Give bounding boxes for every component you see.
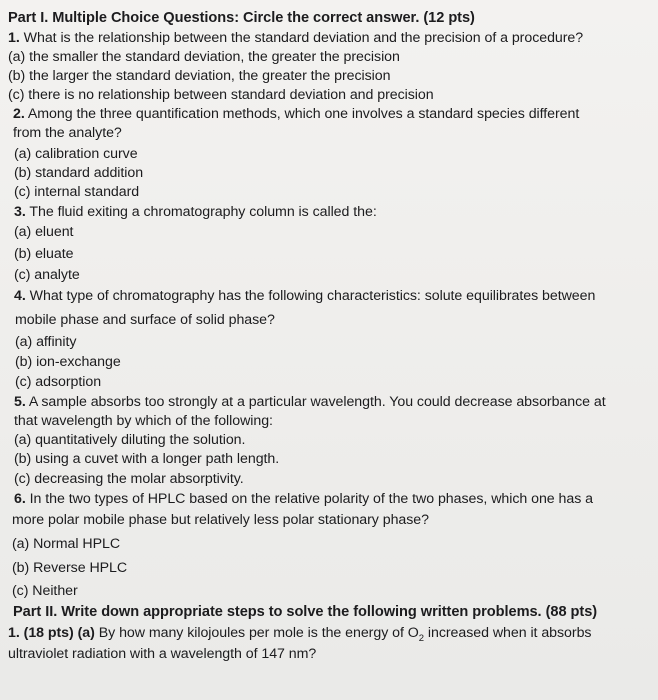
question-3-option-a[interactable]: (a) eluent bbox=[14, 224, 74, 240]
part2-question-1-points: (18 pts) bbox=[23, 625, 74, 641]
part2-question-1-text-before: By how many kilojoules per mole is the energy of O bbox=[98, 625, 419, 641]
question-2-text-line1: Among the three quantification methods, which one involves a standard species different bbox=[27, 106, 580, 122]
question-4-text-line2: mobile phase and surface of solid phase? bbox=[15, 312, 275, 328]
part2-question-1-text-after: increased when it absorbs bbox=[423, 625, 592, 641]
part2-question-1-line2: ultraviolet radiation with a wavelength of 147 nm? bbox=[8, 646, 317, 662]
question-1 bbox=[8, 29, 583, 47]
part1-title: Part I. Multiple Choice Questions: Circle the correct answer. (12 pts) bbox=[8, 10, 475, 26]
question-1-number: 1. bbox=[8, 30, 20, 46]
part2-question-1-subscript: 2 bbox=[418, 632, 424, 644]
question-4-option-a[interactable]: (a) affinity bbox=[15, 334, 77, 350]
part2-question-1-number: 1. bbox=[8, 625, 20, 641]
question-1-option-b[interactable]: (b) the larger the standard deviation, the greater the precision bbox=[8, 68, 391, 84]
question-6 bbox=[14, 490, 593, 508]
question-6-option-a[interactable]: (a) Normal HPLC bbox=[12, 536, 121, 552]
question-2-option-b[interactable]: (b) standard addition bbox=[14, 165, 144, 181]
question-3-option-c[interactable]: (c) analyte bbox=[14, 267, 80, 283]
question-3 bbox=[14, 203, 377, 221]
question-6-text-line1: In the two types of HPLC based on the relative polarity of the two phases, which one has a bbox=[29, 491, 593, 507]
question-4-option-b[interactable]: (b) ion-exchange bbox=[15, 354, 121, 370]
question-5-text-line2: that wavelength by which of the following: bbox=[14, 413, 273, 429]
question-3-number: 3. bbox=[14, 204, 26, 220]
question-6-text-line2: more polar mobile phase but relatively less polar stationary phase? bbox=[12, 512, 429, 528]
part2-question-1 bbox=[8, 624, 591, 642]
question-1-option-c[interactable]: (c) there is no relationship between standard deviation and precision bbox=[8, 87, 434, 103]
question-4 bbox=[14, 287, 595, 305]
question-6-option-c[interactable]: (c) Neither bbox=[12, 583, 78, 599]
question-5-number: 5. bbox=[14, 394, 26, 410]
question-2-option-a[interactable]: (a) calibration curve bbox=[14, 146, 138, 162]
question-5 bbox=[14, 393, 606, 411]
question-1-text: What is the relationship between the standard deviation and the precision of a procedure? bbox=[23, 30, 584, 46]
part2-question-1-part: (a) bbox=[77, 625, 95, 641]
question-4-option-c[interactable]: (c) adsorption bbox=[15, 374, 102, 390]
question-5-text-line1: A sample absorbs too strongly at a particular wavelength. You could decrease absorbance at bbox=[28, 394, 606, 410]
question-4-number: 4. bbox=[14, 288, 26, 304]
question-2 bbox=[13, 105, 579, 123]
question-4-text-line1: What type of chromatography has the following characteristics: solute equilibrates between bbox=[29, 288, 596, 304]
question-5-option-a[interactable]: (a) quantitatively diluting the solution. bbox=[14, 432, 246, 448]
question-6-option-b[interactable]: (b) Reverse HPLC bbox=[12, 560, 128, 576]
question-2-number: 2. bbox=[13, 106, 25, 122]
question-5-option-c[interactable]: (c) decreasing the molar absorptivity. bbox=[14, 471, 244, 487]
question-2-option-c[interactable]: (c) internal standard bbox=[14, 184, 140, 200]
question-3-text: The fluid exiting a chromatography column is called the: bbox=[29, 204, 377, 220]
question-6-number: 6. bbox=[14, 491, 26, 507]
question-2-text-line2: from the analyte? bbox=[13, 125, 122, 141]
question-3-option-b[interactable]: (b) eluate bbox=[14, 246, 74, 262]
question-5-option-b[interactable]: (b) using a cuvet with a longer path length. bbox=[14, 451, 280, 467]
part2-title: Part II. Write down appropriate steps to solve the following written problems. (88 pts) bbox=[13, 604, 598, 620]
question-1-option-a[interactable]: (a) the smaller the standard deviation, the greater the precision bbox=[8, 49, 400, 65]
